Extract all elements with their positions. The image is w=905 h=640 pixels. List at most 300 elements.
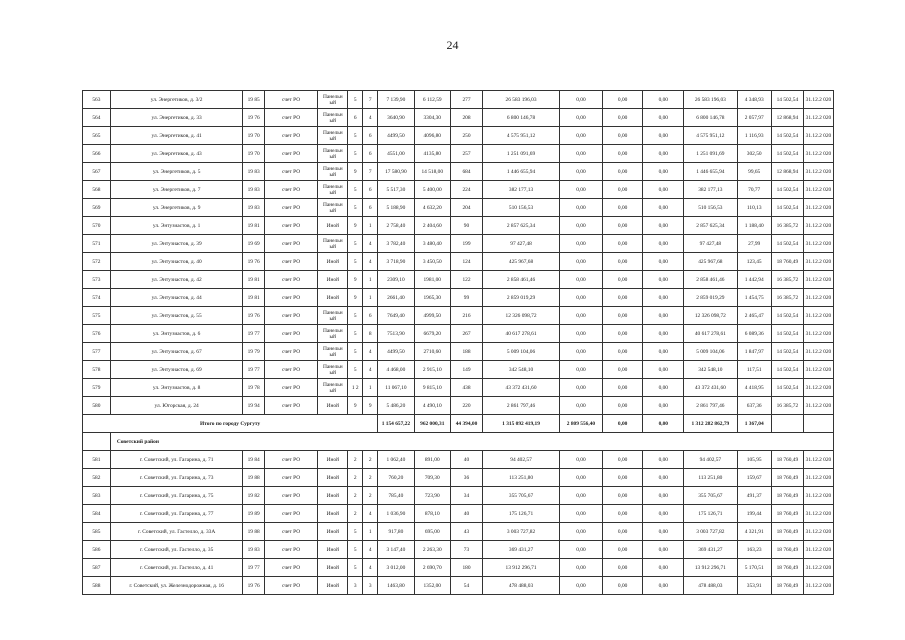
table-cell: 277	[450, 91, 482, 109]
table-cell: 0,00	[560, 523, 603, 541]
table-row	[83, 127, 834, 145]
table-cell: 4135,80	[414, 145, 450, 163]
table-cell: 4	[363, 505, 378, 523]
table-cell: 0,00	[560, 127, 603, 145]
table-cell: 1	[363, 271, 378, 289]
table-cell: 491,37	[737, 487, 771, 505]
table-cell: 3	[348, 577, 363, 595]
table-cell: счет РО	[264, 451, 317, 469]
table-cell: 117,51	[737, 361, 771, 379]
table-cell: 6679,20	[414, 325, 450, 343]
table-cell: 0,00	[560, 109, 603, 127]
table-cell: 31.12.2 020	[803, 577, 833, 595]
table-cell: 355 705,67	[684, 487, 737, 505]
table-cell: 2 915,10	[414, 361, 450, 379]
table-cell: 4499,50	[378, 127, 414, 145]
table-cell: 1 251 091,69	[684, 145, 737, 163]
table-cell: 0,00	[602, 397, 643, 415]
table-cell: 5	[348, 361, 363, 379]
table-cell: счет РО	[264, 289, 317, 307]
table-cell: 6	[363, 307, 378, 325]
table-cell: 2	[348, 505, 363, 523]
table-cell: 5	[348, 91, 363, 109]
table-cell: 19 94	[243, 397, 264, 415]
table-cell: 6	[363, 145, 378, 163]
table-cell: 369 431,27	[684, 541, 737, 559]
table-cell: 216	[450, 307, 482, 325]
table-cell: Иной	[318, 487, 348, 505]
table-cell: 586	[83, 541, 111, 559]
table-cell: 267	[450, 325, 482, 343]
total-cell: 1 154 657,22	[378, 415, 414, 433]
total-cell: 0,00	[643, 415, 684, 433]
table-cell: 70,77	[737, 181, 771, 199]
table-cell: 40	[450, 451, 482, 469]
total-cell: 0,00	[602, 415, 643, 433]
table-cell: 0,00	[560, 505, 603, 523]
table-cell: 3 147,40	[378, 541, 414, 559]
table-cell: счет РО	[264, 541, 317, 559]
table-cell: 6	[348, 109, 363, 127]
table-cell: 19 89	[243, 505, 264, 523]
table-cell: 0,00	[602, 289, 643, 307]
table-row	[83, 163, 834, 181]
table-cell: 587	[83, 559, 111, 577]
table-row	[83, 217, 834, 235]
table-cell: 5	[348, 253, 363, 271]
table-cell: 2 861 797,46	[684, 397, 737, 415]
table-cell: Иной	[318, 397, 348, 415]
table-cell: Панельн ый	[318, 325, 348, 343]
table-cell: 2 404,60	[414, 217, 450, 235]
table-cell: 0,00	[643, 235, 684, 253]
table-cell: 16 385,72	[771, 397, 803, 415]
table-cell: 19 78	[243, 379, 264, 397]
table-cell: 14 502,54	[771, 127, 803, 145]
table-cell: 0,00	[643, 487, 684, 505]
table-cell: 4 575 951,12	[684, 127, 737, 145]
table-cell: 19 81	[243, 289, 264, 307]
table-cell: Иной	[318, 451, 348, 469]
table-cell: 18 760,49	[771, 559, 803, 577]
table-cell: 0,00	[560, 307, 603, 325]
table-cell: 31.12.2 020	[803, 181, 833, 199]
table-cell: 2710,60	[414, 343, 450, 361]
table-cell: 2 263,30	[414, 541, 450, 559]
table-cell: ул. Энергетиков, д. 3/2	[110, 91, 243, 109]
table-cell: 0,00	[602, 505, 643, 523]
table-cell: 0,00	[602, 379, 643, 397]
table-cell: 0,00	[643, 127, 684, 145]
table-cell: 5 517,30	[378, 181, 414, 199]
table-cell: 2	[348, 451, 363, 469]
table-cell: Иной	[318, 577, 348, 595]
table-cell: ул. Энтузиастов, д. 1	[110, 217, 243, 235]
table-cell: Иной	[318, 217, 348, 235]
table-cell: 18 760,49	[771, 469, 803, 487]
table-cell: 31.12.2 020	[803, 451, 833, 469]
table-cell: 0,00	[602, 91, 643, 109]
table-cell: 0,00	[643, 577, 684, 595]
table-cell: 14 502,54	[771, 181, 803, 199]
table-cell: 0,00	[602, 469, 643, 487]
table-cell: 1 442,94	[737, 271, 771, 289]
table-cell: 355 705,67	[483, 487, 560, 505]
table-cell: 1 251 091,69	[483, 145, 560, 163]
table-cell: 2661,40	[378, 289, 414, 307]
total-cell: 1 367,04	[737, 415, 771, 433]
table-cell: 2 758,40	[378, 217, 414, 235]
table-cell: 5	[348, 199, 363, 217]
table-cell: Иной	[318, 289, 348, 307]
table-cell: ул. Югорская, д. 24	[110, 397, 243, 415]
table-row	[83, 289, 834, 307]
table-cell: 564	[83, 109, 111, 127]
table-cell: 5 170,51	[737, 559, 771, 577]
table-cell: 5	[348, 559, 363, 577]
table-cell: 2 465,47	[737, 307, 771, 325]
table-cell: счет РО	[264, 163, 317, 181]
table-cell: 31.12.2 020	[803, 487, 833, 505]
table-cell: 1965,30	[414, 289, 450, 307]
table-cell: 6	[363, 199, 378, 217]
table-cell: 31.12.2 020	[803, 91, 833, 109]
table-cell: 14 502,54	[771, 361, 803, 379]
table-cell: 19 77	[243, 559, 264, 577]
table-cell: 0,00	[602, 487, 643, 505]
table-cell: 2 861 797,46	[483, 397, 560, 415]
table-cell: 175 126,71	[483, 505, 560, 523]
table-cell: 0,00	[602, 541, 643, 559]
table-cell: Панельн ый	[318, 145, 348, 163]
total-cell: 1 312 282 862,79	[684, 415, 737, 433]
table-row	[83, 325, 834, 343]
table-cell: 19 83	[243, 199, 264, 217]
table-cell: 578	[83, 361, 111, 379]
table-cell: 14 502,54	[771, 325, 803, 343]
table-cell: 0,00	[643, 559, 684, 577]
table-cell: 4551,00	[378, 145, 414, 163]
table-row	[83, 253, 834, 271]
table-cell: 0,00	[602, 343, 643, 361]
table-cell: 1	[363, 523, 378, 541]
table-cell: 14 502,54	[771, 199, 803, 217]
table-cell: 1 454,75	[737, 289, 771, 307]
table-cell: 567	[83, 163, 111, 181]
table-cell: 9 815,10	[414, 379, 450, 397]
table-cell: 199	[450, 235, 482, 253]
table-cell: 11 067,10	[378, 379, 414, 397]
table-cell: 19 83	[243, 541, 264, 559]
table-cell: ул. Энергетиков, д. 7	[110, 181, 243, 199]
table-cell: 113 251,80	[684, 469, 737, 487]
table-cell: 208	[450, 109, 482, 127]
table-row	[83, 469, 834, 487]
table-cell: 5 486,20	[378, 397, 414, 415]
table-cell: 31.12.2 020	[803, 271, 833, 289]
table-cell: 199,44	[737, 505, 771, 523]
table-cell: 0,00	[643, 379, 684, 397]
table-cell: 1 062,40	[378, 451, 414, 469]
table-cell: 14 502,54	[771, 379, 803, 397]
table-cell: ул. Энергетиков, д. 9	[110, 199, 243, 217]
table-cell: 188	[450, 343, 482, 361]
table-cell: 0,00	[560, 487, 603, 505]
table-cell: Панельн ый	[318, 343, 348, 361]
table-cell: счет РО	[264, 469, 317, 487]
table-cell: 19 85	[243, 91, 264, 109]
table-cell: 19 88	[243, 469, 264, 487]
total-label: Итого по городу Сургуту	[83, 415, 378, 433]
table-cell: 3 450,50	[414, 253, 450, 271]
table-cell: ул. Энергетиков, д. 41	[110, 127, 243, 145]
table-cell: счет РО	[264, 145, 317, 163]
table-cell: 438	[450, 379, 482, 397]
table-cell: 31.12.2 020	[803, 253, 833, 271]
table-row	[83, 343, 834, 361]
table-cell: 19 70	[243, 127, 264, 145]
table-cell: 353,91	[737, 577, 771, 595]
total-cell: 2 809 556,40	[560, 415, 603, 433]
table-cell: 1 116,93	[737, 127, 771, 145]
total-cell	[803, 415, 833, 433]
table-cell: 4	[363, 361, 378, 379]
table-cell: 14 502,54	[771, 145, 803, 163]
table-cell: счет РО	[264, 505, 317, 523]
table-cell: 3 012,00	[378, 559, 414, 577]
table-cell: счет РО	[264, 271, 317, 289]
table-cell: 0,00	[602, 361, 643, 379]
table-cell: 0,00	[643, 109, 684, 127]
table-cell: Иной	[318, 505, 348, 523]
table-cell: 0,00	[602, 127, 643, 145]
table-cell: 9	[348, 271, 363, 289]
table-cell: 26 583 196,03	[483, 91, 560, 109]
table-cell: 0,00	[560, 91, 603, 109]
table-cell: 19 69	[243, 235, 264, 253]
table-cell: 31.12.2 020	[803, 469, 833, 487]
table-cell: Панельн ый	[318, 91, 348, 109]
table-cell: 0,00	[643, 541, 684, 559]
table-cell: 175 126,71	[684, 505, 737, 523]
table-cell: 2 857 625,34	[684, 217, 737, 235]
table-cell: 3 003 727,82	[483, 523, 560, 541]
table-cell: 7513,90	[378, 325, 414, 343]
table-cell: Панельн ый	[318, 361, 348, 379]
table-cell: 9	[348, 217, 363, 235]
table-cell: ул. Энтузиастов, д. 8	[110, 379, 243, 397]
table-cell: счет РО	[264, 343, 317, 361]
table-cell: 4 321,91	[737, 523, 771, 541]
table-cell: счет РО	[264, 523, 317, 541]
table-cell: 425 967,68	[483, 253, 560, 271]
table-cell: 695,00	[414, 523, 450, 541]
table-cell: 579	[83, 379, 111, 397]
table-cell: 31.12.2 020	[803, 343, 833, 361]
table-cell: 684	[450, 163, 482, 181]
table-cell: 99	[450, 289, 482, 307]
table-cell: г. Советский, ул. Гагарина, д. 77	[110, 505, 243, 523]
table-cell: 0,00	[643, 343, 684, 361]
table-cell: 31.12.2 020	[803, 199, 833, 217]
table-cell: 6	[363, 181, 378, 199]
table-cell: 563	[83, 91, 111, 109]
table-cell: 581	[83, 451, 111, 469]
table-cell: 31.12.2 020	[803, 541, 833, 559]
table-cell: 891,00	[414, 451, 450, 469]
table-cell: г. Советский, ул. Железнодорожная, д. 16	[110, 577, 243, 595]
table-cell	[83, 433, 111, 451]
table-cell: 4 468,00	[378, 361, 414, 379]
table-cell: 31.12.2 020	[803, 163, 833, 181]
table-cell: 0,00	[602, 235, 643, 253]
table-cell: 478 488,03	[684, 577, 737, 595]
table-cell: 0,00	[643, 271, 684, 289]
table-cell: 180	[450, 559, 482, 577]
table-cell: 0,00	[560, 253, 603, 271]
table-cell: ул. Энтузиастов, д. 39	[110, 235, 243, 253]
table-row	[83, 523, 834, 541]
table-cell: 0,00	[560, 217, 603, 235]
section-title: Советский район	[110, 433, 833, 451]
table-cell: 0,00	[560, 199, 603, 217]
table-cell: 19 76	[243, 577, 264, 595]
table-cell: 250	[450, 127, 482, 145]
table-cell: 572	[83, 253, 111, 271]
table-cell: 2	[363, 469, 378, 487]
table-cell: 9	[348, 289, 363, 307]
table-cell: 2	[363, 451, 378, 469]
table-cell: 382 177,13	[684, 181, 737, 199]
table-cell: 4	[363, 109, 378, 127]
table-cell: 0,00	[643, 289, 684, 307]
table-cell: 6 089,36	[737, 325, 771, 343]
table-cell: 19 88	[243, 523, 264, 541]
table-cell: 0,00	[560, 343, 603, 361]
table-cell: 302,50	[737, 145, 771, 163]
table-cell: 17 580,90	[378, 163, 414, 181]
table-cell: 19 70	[243, 145, 264, 163]
table-cell: 7 139,90	[378, 91, 414, 109]
table-cell: 2 858 461,46	[483, 271, 560, 289]
table-cell: 19 77	[243, 361, 264, 379]
table-row	[83, 379, 834, 397]
table-cell: 18 760,49	[771, 577, 803, 595]
housing-table	[82, 90, 834, 595]
table-cell: 0,00	[643, 163, 684, 181]
table-cell: 0,00	[643, 145, 684, 163]
table-cell: 0,00	[643, 523, 684, 541]
table-cell: 18 760,49	[771, 487, 803, 505]
table-cell: Панельн ый	[318, 379, 348, 397]
table-cell: 31.12.2 020	[803, 235, 833, 253]
table-cell: 0,00	[560, 235, 603, 253]
table-cell: 575	[83, 307, 111, 325]
table-cell: 0,00	[643, 217, 684, 235]
table-row	[83, 145, 834, 163]
table-cell: 2 859 019,29	[483, 289, 560, 307]
table-cell: Иной	[318, 271, 348, 289]
table-row	[83, 199, 834, 217]
table-cell: 113 251,80	[483, 469, 560, 487]
table-cell: 7	[363, 91, 378, 109]
table-cell: 510 156,53	[684, 199, 737, 217]
total-row	[83, 415, 834, 433]
table-cell: 3 718,90	[378, 253, 414, 271]
table-cell: счет РО	[264, 235, 317, 253]
table-row	[83, 487, 834, 505]
table-cell: 31.12.2 020	[803, 127, 833, 145]
table-cell: 723,90	[414, 487, 450, 505]
table-cell: 709,30	[414, 469, 450, 487]
table-cell: г. Советский, ул. Гастелло, д. 41	[110, 559, 243, 577]
table-cell: 565	[83, 127, 111, 145]
table-cell: 1981,00	[414, 271, 450, 289]
table-cell: ул. Энтузиастов, д. 67	[110, 343, 243, 361]
table-cell: 31.12.2 020	[803, 307, 833, 325]
table-cell: 14 502,54	[771, 307, 803, 325]
table-cell: 6	[363, 127, 378, 145]
table-cell: 13 912 296,71	[483, 559, 560, 577]
table-cell: 159,67	[737, 469, 771, 487]
table-cell: 0,00	[560, 361, 603, 379]
table-cell: 0,00	[643, 451, 684, 469]
table-cell: 4	[363, 559, 378, 577]
table-cell: 0,00	[602, 451, 643, 469]
table-cell: 1463,80	[378, 577, 414, 595]
table-cell: 94 402,57	[483, 451, 560, 469]
table-cell: 31.12.2 020	[803, 559, 833, 577]
table-cell: 19 84	[243, 451, 264, 469]
table-cell: 0,00	[643, 199, 684, 217]
table-cell: 19 76	[243, 109, 264, 127]
table-cell: 31.12.2 020	[803, 145, 833, 163]
table-cell: Панельн ый	[318, 235, 348, 253]
table-cell: 0,00	[560, 163, 603, 181]
table-cell: 13 912 296,71	[684, 559, 737, 577]
table-cell: 0,00	[602, 145, 643, 163]
table-cell: 43 372 431,60	[684, 379, 737, 397]
table-cell: 12 868,94	[771, 109, 803, 127]
table-row	[83, 181, 834, 199]
table-cell: 0,00	[560, 181, 603, 199]
table-cell: счет РО	[264, 109, 317, 127]
table-cell: 3	[363, 577, 378, 595]
table-cell: 566	[83, 145, 111, 163]
table-cell: Иной	[318, 541, 348, 559]
table-cell: счет РО	[264, 127, 317, 145]
table-cell: 0,00	[643, 181, 684, 199]
table-cell: 43	[450, 523, 482, 541]
table-cell: 97 427,48	[684, 235, 737, 253]
table-cell: 2309,10	[378, 271, 414, 289]
table-cell: 14 518,00	[414, 163, 450, 181]
table-cell: ул. Энтузиастов, д. 42	[110, 271, 243, 289]
table-row	[83, 271, 834, 289]
table-cell: 5	[348, 145, 363, 163]
table-cell: 0,00	[602, 523, 643, 541]
table-cell: 40	[450, 505, 482, 523]
table-cell: ул. Энтузиастов, д. 40	[110, 253, 243, 271]
table-cell: ул. Энергетиков, д. 33	[110, 109, 243, 127]
table-cell: 19 77	[243, 325, 264, 343]
table-cell: 584	[83, 505, 111, 523]
table-cell: 1 847,97	[737, 343, 771, 361]
table-cell: 5	[348, 307, 363, 325]
table-cell: счет РО	[264, 253, 317, 271]
table-cell: Панельн ый	[318, 307, 348, 325]
table-cell: 1	[363, 379, 378, 397]
